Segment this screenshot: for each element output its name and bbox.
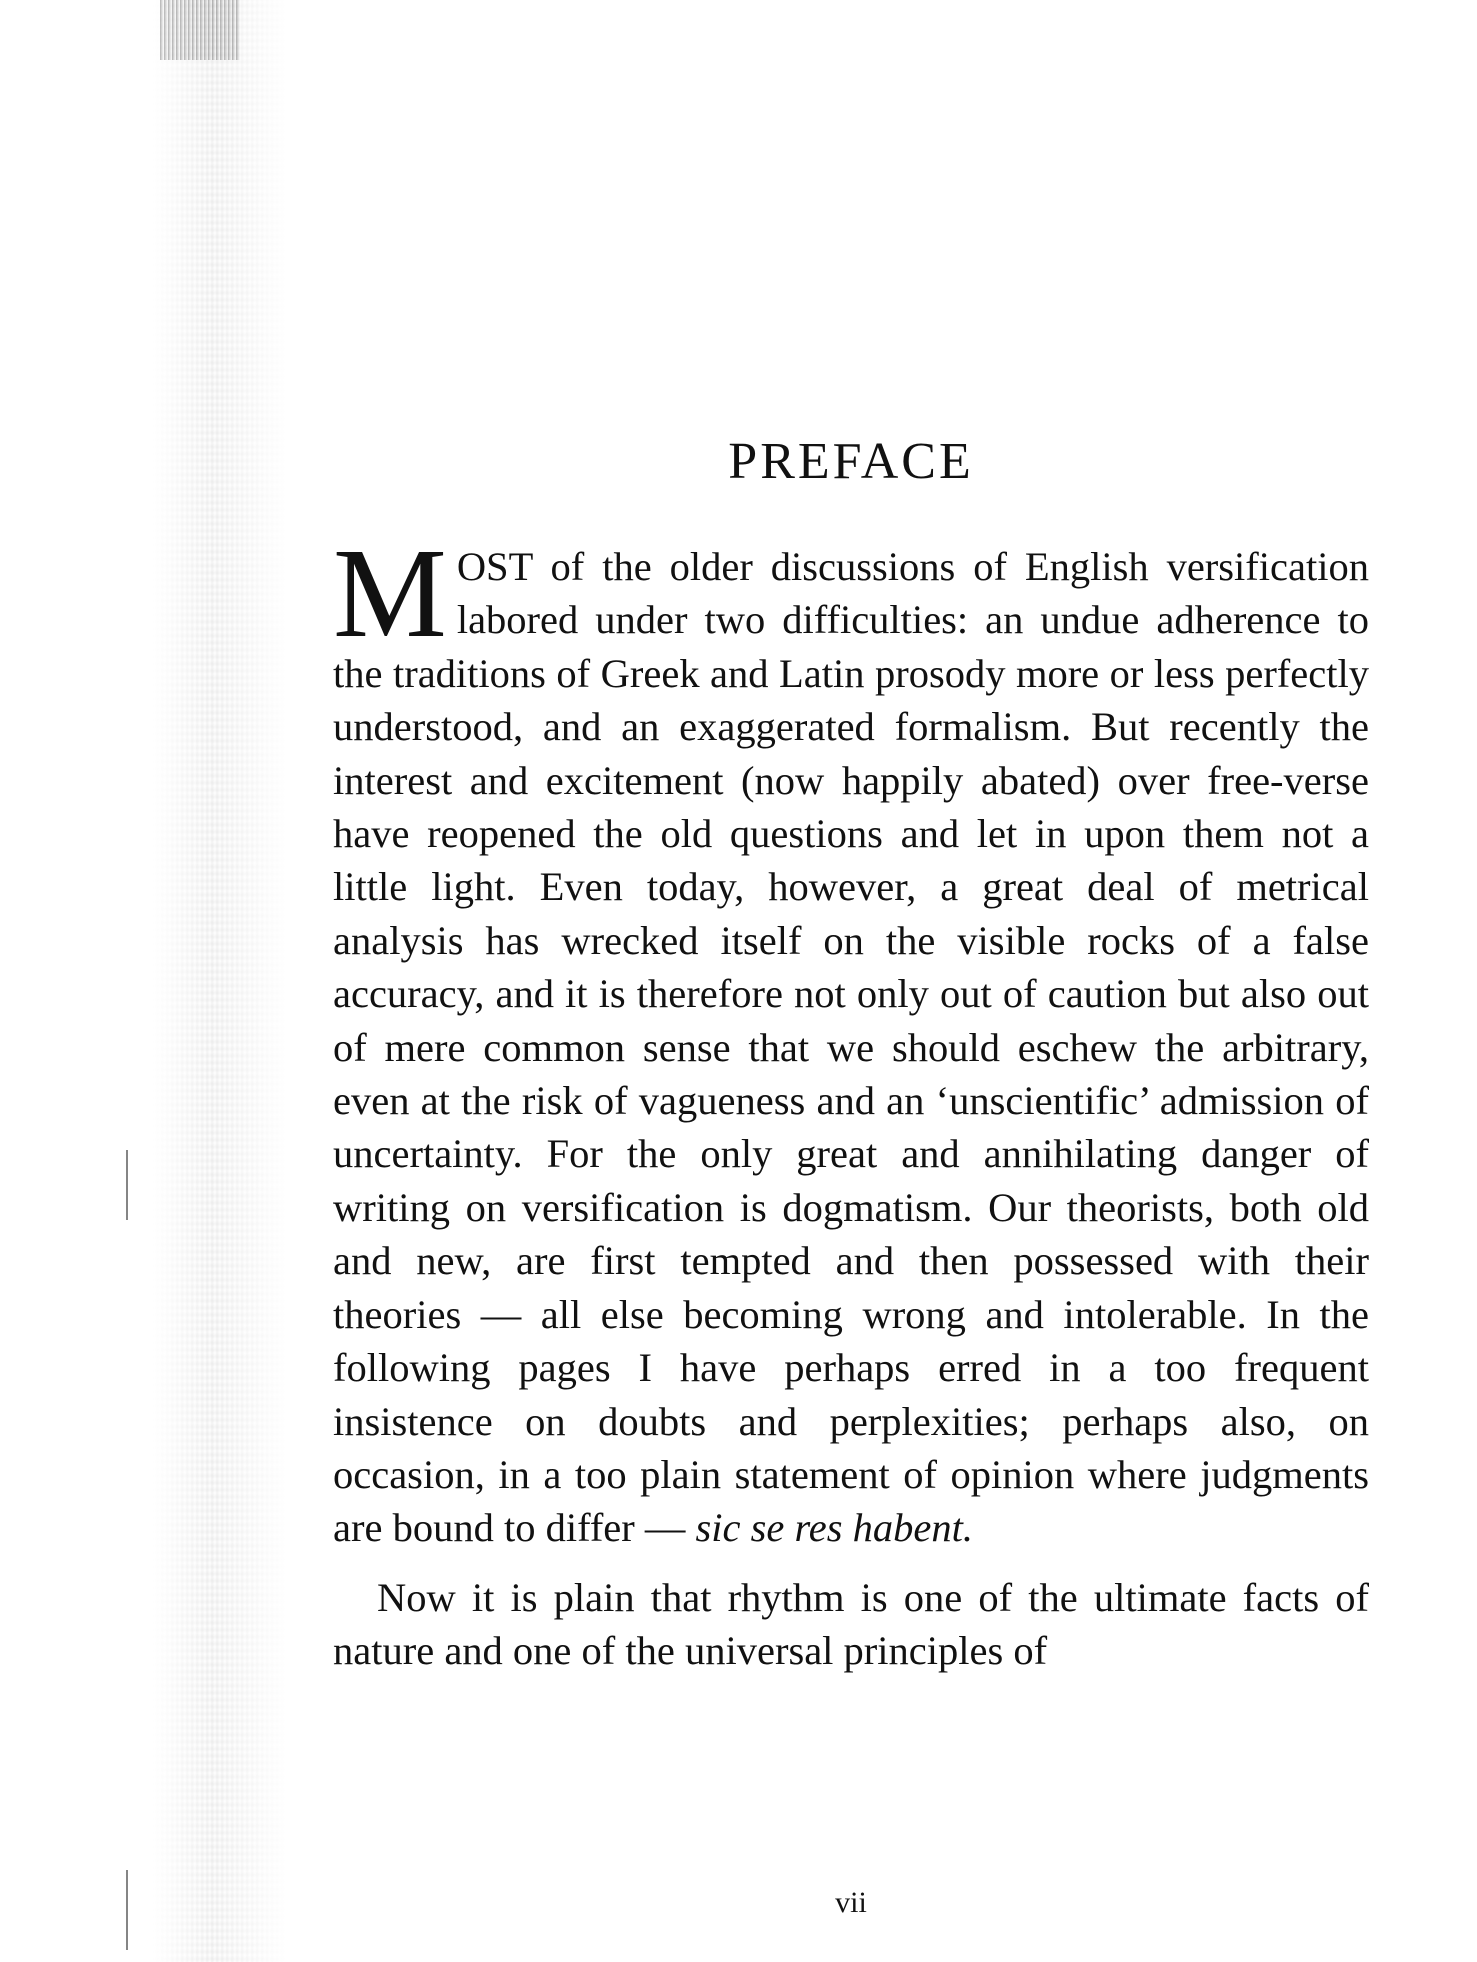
paragraph-1 <box>333 522 1369 1555</box>
scan-mark <box>126 1150 128 1220</box>
page-body <box>333 522 1369 1678</box>
drop-cap: M <box>333 522 447 664</box>
paragraph-1-text: of the older discussions of English versification labored under two difficulties: an undue adherence to the traditions of Greek and Latin prosody more or less perfectly understood, and an exaggerated formalism. But recently the interest and excitement (now happily abated) over free-verse have reopened the old questions and let in upon them not a little light. Even today, however, a great deal of metrical analysis has wrecked itself on the visible rocks of a false accuracy, and it is therefore not only out of caution but also out of mere common sense that we should eschew the arbitrary, even at the risk of vagueness and an ‘unscientific’ admission of uncertainty. For the only great and annihilating danger of writing on versification is dogmatism. Our theorists, both old and new, are first tempted and then possessed with their theories — all else becoming wrong and intolerable. In the following pages I have perhaps erred in a too frequent insistence on doubts and perplexities; perhaps also, on occasion, in a too plain statement of opinion where judgments are bound to differ — <box>333 544 1369 1551</box>
latin-phrase: sic se res habent. <box>695 1505 973 1551</box>
scan-mark <box>126 1870 128 1950</box>
lead-in: OST <box>456 544 533 589</box>
page-title: PREFACE <box>728 433 974 490</box>
page-number: vii <box>835 1886 867 1919</box>
scan-gutter-shadow <box>150 0 290 1962</box>
paragraph-2-text: Now it is plain that rhythm is one of the ultimate facts of nature and one of the universal principles of <box>333 1574 1369 1674</box>
paragraph-2 <box>333 1571 1369 1678</box>
